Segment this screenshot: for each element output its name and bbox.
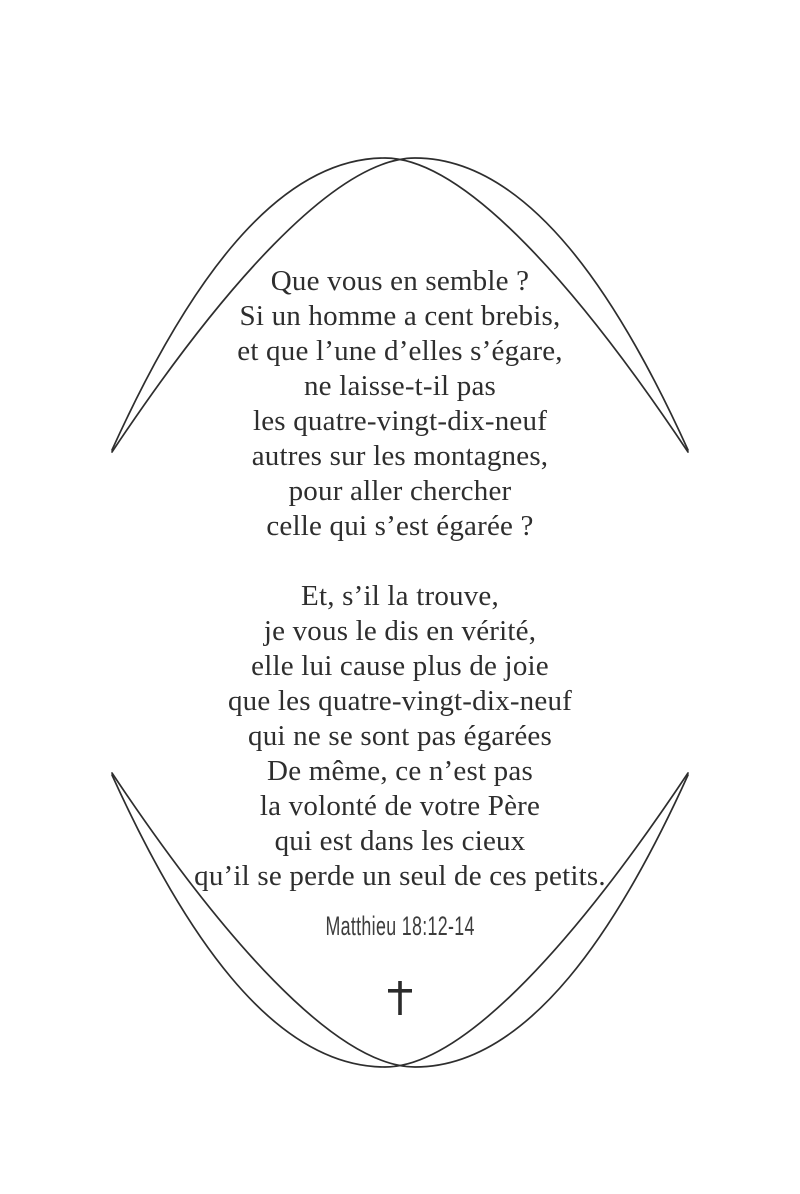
verse-line: et que l’une d’elles s’égare, [237,335,563,367]
verse-text [0,264,800,894]
verse-line: elle lui cause plus de joie [251,650,549,682]
verse-line: qui ne se sont pas égarées [248,720,552,752]
cross-icon [388,981,412,1015]
stanza-break [0,544,800,579]
verse-line: Et, s’il la trouve, [301,580,499,612]
verse-line: celle qui s’est égarée ? [266,510,534,542]
verse-line: qu’il se perde un seul de ces petits. [194,860,606,892]
verse-line: ne laisse-t-il pas [303,370,497,402]
verse-stanza-2 [0,579,800,894]
verse-line: les quatre-vingt-dix-neuf [252,405,548,437]
verse-line: De même, ce n’est pas [267,755,533,787]
verse-line: que les quatre-vingt-dix-neuf [227,685,572,717]
verse-reference [0,911,800,941]
verse-line: autres sur les montagnes, [251,440,549,472]
verse-line: Que vous en semble ? [270,265,530,297]
verse-line: qui est dans les cieux [274,825,526,857]
verse-line: je vous le dis en vérité, [263,615,537,647]
verse-reference-label: Matthieu 18:12-14 [325,911,475,941]
verse-stanza-1 [0,264,800,544]
verse-line: la volonté de votre Père [259,790,541,822]
verse-line: pour aller chercher [288,475,512,507]
verse-line: Si un homme a cent brebis, [239,300,561,332]
